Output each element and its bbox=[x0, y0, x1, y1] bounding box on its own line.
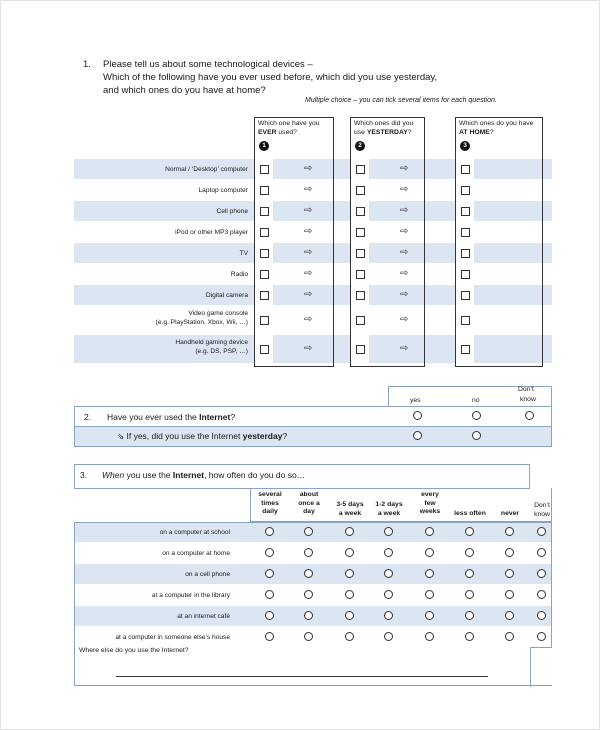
q1-row-label-text: Normal / ‘Desktop’ computer bbox=[165, 166, 248, 173]
q1-column-header-post: ? bbox=[407, 129, 412, 136]
q1-row-label-text: Handheld gaming device bbox=[175, 339, 248, 346]
q2-radio-yes[interactable] bbox=[413, 411, 422, 420]
q2-col-no: no bbox=[472, 397, 480, 404]
q3-column-header bbox=[249, 491, 291, 517]
arrow-right-icon: ⇨ bbox=[304, 247, 313, 258]
q2-radio-yesterday-yes[interactable] bbox=[413, 431, 422, 440]
q1-checkbox-col3[interactable] bbox=[461, 270, 470, 279]
q1-row-label bbox=[48, 310, 248, 327]
q1-checkbox-col2[interactable] bbox=[356, 291, 365, 300]
q2-q2-bold: yesterday bbox=[242, 431, 283, 441]
q1-row-label bbox=[48, 250, 248, 259]
q1-checkbox-col1[interactable] bbox=[260, 165, 269, 174]
q1-row-label-text: Cell phone bbox=[216, 208, 248, 215]
q1-checkbox-col1[interactable] bbox=[260, 186, 269, 195]
q1-checkbox-col1[interactable] bbox=[260, 345, 269, 354]
q3-step-edge bbox=[530, 647, 531, 687]
q1-checkbox-col2[interactable] bbox=[356, 345, 365, 354]
q3-column-header-line: few bbox=[424, 499, 436, 507]
q1-instruction-note: Multiple choice – you can tick several items for each question. bbox=[305, 97, 497, 104]
q1-checkbox-col3[interactable] bbox=[461, 186, 470, 195]
q3-column-header-line: a week bbox=[377, 509, 401, 517]
q3-row-label: on a computer at home bbox=[162, 550, 230, 557]
q2-question-1 bbox=[107, 412, 235, 422]
q1-column-header-line2 bbox=[258, 129, 297, 138]
q3-right-edge bbox=[551, 522, 552, 648]
q2-number: 2. bbox=[84, 412, 92, 422]
q1-column-header-pre: use bbox=[354, 129, 367, 136]
q2-col-yes: yes bbox=[410, 397, 421, 404]
q3-title bbox=[102, 470, 305, 480]
arrow-right-icon: ⇨ bbox=[304, 343, 313, 354]
q1-column-number-badge: 2 bbox=[355, 141, 365, 151]
q1-row-label-text: Video game console bbox=[188, 310, 248, 317]
q1-row-label bbox=[48, 339, 248, 356]
arrow-right-icon: ⇨ bbox=[304, 289, 313, 300]
q3-column-header-line: about bbox=[299, 491, 319, 498]
q3-column-header bbox=[449, 510, 491, 519]
q1-checkbox-col1[interactable] bbox=[260, 291, 269, 300]
q1-checkbox-col2[interactable] bbox=[356, 316, 365, 325]
q3-title-em: When bbox=[102, 470, 125, 480]
q3-column-header bbox=[288, 491, 330, 517]
q3-title-post: , how often do you do so… bbox=[204, 470, 306, 480]
q3-column-header bbox=[329, 501, 371, 518]
q1-column-header-line1: Which ones did you bbox=[354, 120, 414, 127]
q3-column-header-line: day bbox=[303, 508, 315, 515]
q1-row-label bbox=[48, 166, 248, 175]
q3-column-header-line: know bbox=[534, 510, 550, 518]
q2-q1-post: ? bbox=[230, 412, 236, 422]
q1-checkbox-col3[interactable] bbox=[461, 165, 470, 174]
q1-checkbox-col1[interactable] bbox=[260, 270, 269, 279]
q1-checkbox-col1[interactable] bbox=[260, 228, 269, 237]
q1-checkbox-col1[interactable] bbox=[260, 316, 269, 325]
q3-title-mid: you use the bbox=[124, 470, 173, 480]
q2-divider bbox=[74, 426, 552, 427]
q1-column-header-bold: YESTERDAY bbox=[366, 129, 408, 136]
q2-question-2 bbox=[117, 431, 287, 442]
q1-row-label bbox=[48, 292, 248, 301]
arrow-right-icon: ⇨ bbox=[304, 268, 313, 279]
q1-column-header-bold: EVER bbox=[258, 129, 277, 136]
q3-column-header-line: every bbox=[421, 491, 439, 498]
q3-column-header-line: daily bbox=[262, 508, 278, 515]
q1-checkbox-col2[interactable] bbox=[356, 270, 365, 279]
q1-row-label bbox=[48, 208, 248, 217]
q2-radio-no[interactable] bbox=[472, 411, 481, 420]
q2-col-dont-know-b: know bbox=[520, 396, 536, 403]
arrow-right-icon: ⇨ bbox=[400, 343, 409, 354]
q1-row-label bbox=[48, 187, 248, 196]
q3-column-header-line: less often bbox=[454, 510, 486, 517]
arrow-right-icon: ⇨ bbox=[400, 289, 409, 300]
q2-col-dont-know-a: Don’t bbox=[518, 386, 534, 393]
q3-column-header bbox=[521, 502, 563, 519]
q3-column-header-line: several bbox=[258, 491, 282, 498]
q1-checkbox-col1[interactable] bbox=[260, 207, 269, 216]
q3-title-bold: Internet bbox=[172, 470, 205, 480]
q3-column-header bbox=[409, 491, 451, 517]
q1-checkbox-col3[interactable] bbox=[461, 207, 470, 216]
q1-row-label-subtext: (e.g. PlayStation, Xbox, Wii, …) bbox=[155, 318, 248, 326]
q2-q2-pre: If yes, did you use the Internet bbox=[124, 431, 243, 441]
q2-q1-pre: Have you ever used the bbox=[107, 412, 200, 422]
q2-radio-dont-know[interactable] bbox=[525, 411, 534, 420]
q3-column-header-line: times bbox=[261, 499, 279, 507]
q1-checkbox-col2[interactable] bbox=[356, 186, 365, 195]
q3-column-header bbox=[368, 501, 410, 518]
q1-checkbox-col2[interactable] bbox=[356, 228, 365, 237]
arrow-right-icon: ⇨ bbox=[400, 247, 409, 258]
q3-step-line bbox=[530, 647, 552, 648]
q3-column-header-line: a week bbox=[338, 509, 362, 517]
q3-column-header-line: weeks bbox=[419, 508, 441, 515]
q1-checkbox-col3[interactable] bbox=[461, 249, 470, 258]
q3-row-label: on a computer at school bbox=[159, 529, 230, 536]
q1-row-label-text: iPod or other MP3 player bbox=[175, 229, 248, 236]
q3-column-header-line: 3-5 days bbox=[336, 501, 364, 508]
q1-checkbox-col3[interactable] bbox=[461, 345, 470, 354]
q2-radio-yesterday-no[interactable] bbox=[472, 431, 481, 440]
q1-line-1: Please tell us about some technological devices – bbox=[103, 59, 313, 70]
q3-row-label: at a computer in someone else’s house bbox=[115, 634, 230, 641]
q1-line-2: Which of the following have you ever used before, which did you use yesterday, bbox=[103, 72, 438, 83]
q1-column-header-post: used? bbox=[276, 129, 297, 136]
q1-number: 1. bbox=[83, 59, 91, 70]
q3-where-else-label: Where else do you use the Internet? bbox=[79, 647, 189, 654]
q1-column-number-badge: 3 bbox=[460, 141, 470, 151]
q1-row-label-text: Laptop computer bbox=[198, 187, 248, 194]
q1-row-label-text: TV bbox=[239, 250, 248, 257]
q1-row-label-text: Digital camera bbox=[205, 292, 248, 299]
q1-row-label-subtext: (e.g. DS, PSP, …) bbox=[195, 347, 248, 355]
arrow-right-icon: ⇨ bbox=[304, 163, 313, 174]
arrow-down-right-icon: ⇘ bbox=[117, 431, 125, 441]
q1-row-label-text: Radio bbox=[230, 271, 248, 278]
q1-row-label bbox=[48, 229, 248, 238]
q3-column-header-line: once a bbox=[298, 499, 320, 507]
q1-checkbox-col3[interactable] bbox=[461, 291, 470, 300]
q1-checkbox-col1[interactable] bbox=[260, 249, 269, 258]
q1-column-header-line1: Which ones do you have bbox=[459, 120, 534, 127]
arrow-right-icon: ⇨ bbox=[400, 163, 409, 174]
q1-column-number-badge: 1 bbox=[259, 141, 269, 151]
q1-line-3: and which ones do you have at home? bbox=[103, 85, 266, 96]
q3-row-label: at an internet café bbox=[177, 613, 230, 620]
arrow-right-icon: ⇨ bbox=[400, 205, 409, 216]
q1-column-header-line2 bbox=[459, 129, 494, 138]
q2-q2-post: ? bbox=[282, 431, 288, 441]
q3-number: 3. bbox=[80, 470, 88, 480]
q1-column-header-line2 bbox=[354, 129, 412, 138]
q1-column-header-bold: AT HOME bbox=[459, 129, 490, 136]
arrow-right-icon: ⇨ bbox=[400, 226, 409, 237]
q1-column-header-post: ? bbox=[489, 129, 494, 136]
arrow-right-icon: ⇨ bbox=[400, 314, 409, 325]
q1-row-label bbox=[48, 271, 248, 280]
q3-row-label: on a cell phone bbox=[185, 571, 230, 578]
arrow-right-icon: ⇨ bbox=[304, 184, 313, 195]
arrow-right-icon: ⇨ bbox=[304, 205, 313, 216]
q3-column-header-line: never bbox=[500, 510, 520, 517]
q3-row-label: at a computer in the library bbox=[151, 592, 230, 599]
q3-column-header-line: Don’t bbox=[534, 502, 550, 509]
q1-column-header-line1: Which one have you bbox=[258, 120, 320, 127]
q1-checkbox-col3[interactable] bbox=[461, 228, 470, 237]
q1-checkbox-col3[interactable] bbox=[461, 316, 470, 325]
arrow-right-icon: ⇨ bbox=[400, 268, 409, 279]
arrow-right-icon: ⇨ bbox=[400, 184, 409, 195]
arrow-right-icon: ⇨ bbox=[304, 226, 313, 237]
arrow-right-icon: ⇨ bbox=[304, 314, 313, 325]
q3-answer-line[interactable] bbox=[116, 676, 488, 677]
q1-checkbox-col2[interactable] bbox=[356, 207, 365, 216]
q3-table-frame bbox=[74, 522, 552, 686]
q1-checkbox-col2[interactable] bbox=[356, 249, 365, 258]
q3-column-header-line: 1-2 days bbox=[375, 501, 403, 508]
q2-q1-bold: Internet bbox=[199, 412, 231, 422]
q1-checkbox-col2[interactable] bbox=[356, 165, 365, 174]
